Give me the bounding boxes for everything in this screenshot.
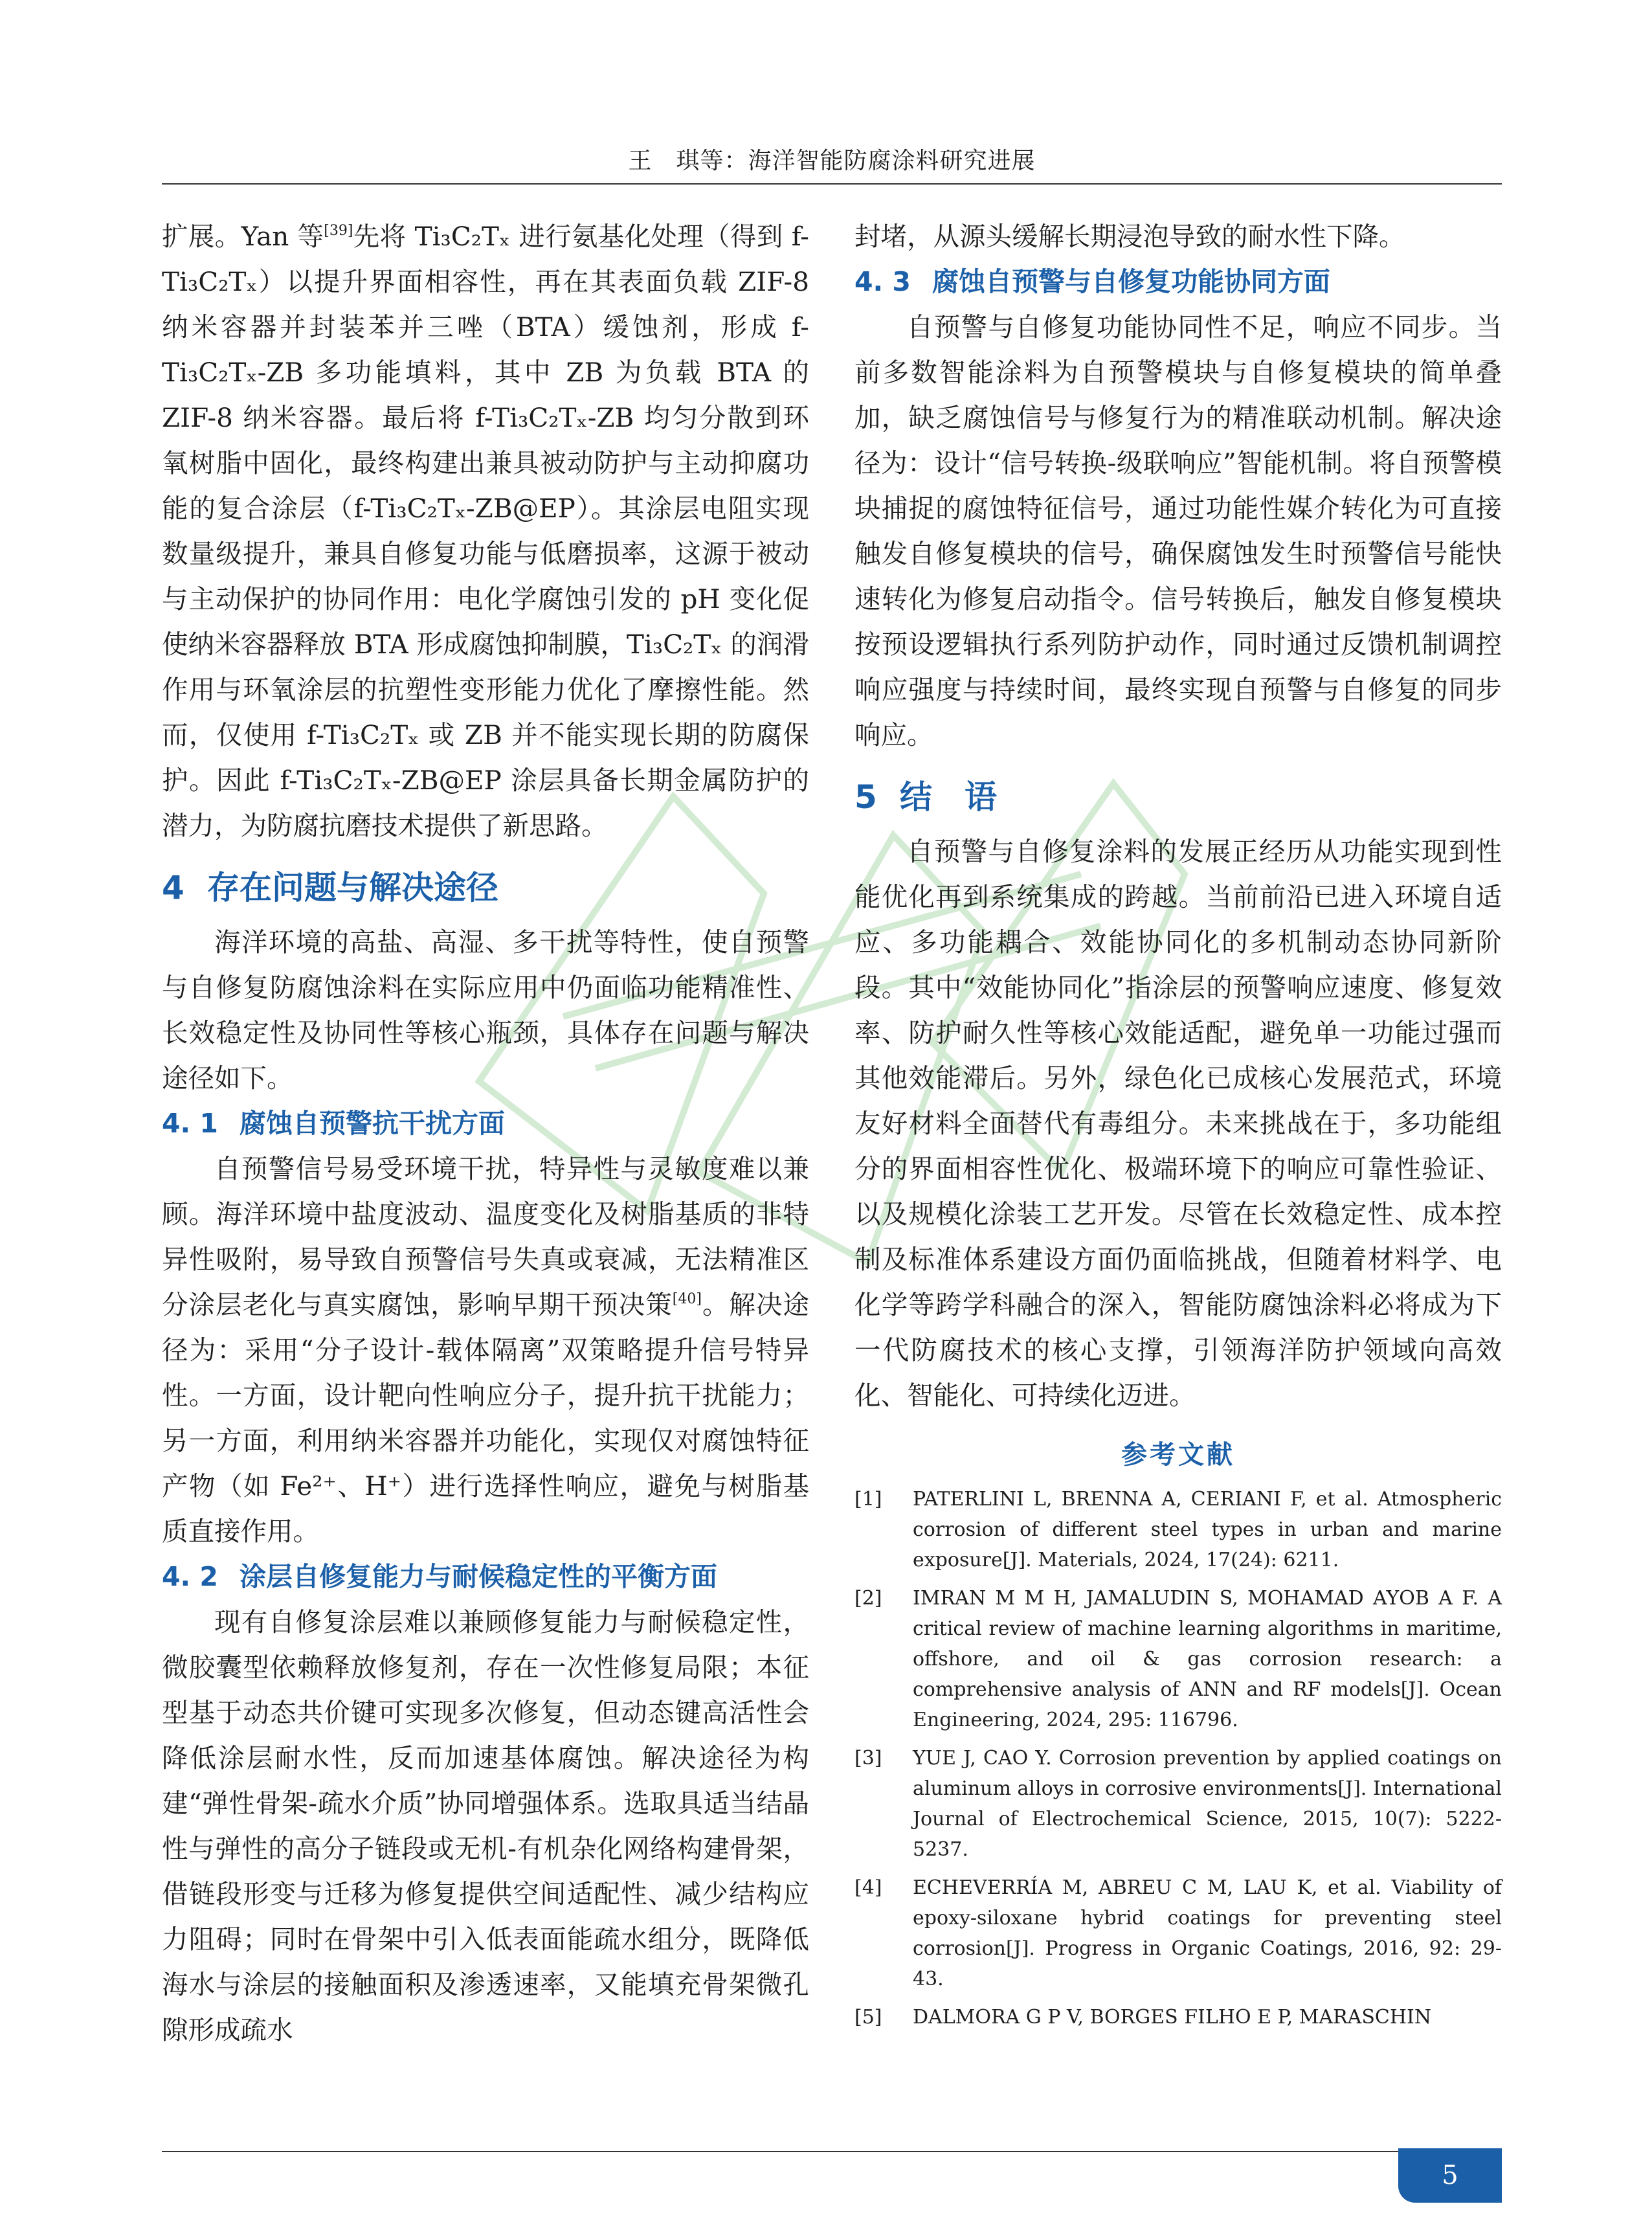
right-column — [854, 214, 1502, 2040]
reference-number: [1] — [854, 1488, 882, 1511]
section-4-2-heading — [162, 1554, 809, 1599]
section-number: 4. 2 — [162, 1561, 218, 1592]
section-4-intro: 海洋环境的高盐、高湿、多干扰等特性，使自预警与自修复防腐蚀涂料在实际应用中仍面临功能精准性、长效稳定性及协同性等核心瓶颈，具体存在问题与解决途径如下。 — [162, 927, 809, 1094]
reference-text: YUE J, CAO Y. Corrosion prevention by applied coatings on aluminum alloys in corrosive environments[J]. International Journal of Electrochemical Science, 2015, 10(7): 5222-5237. — [913, 1747, 1502, 1861]
reference-item — [854, 1484, 1502, 1575]
running-title: 王 琪等：海洋智能防腐涂料研究进展 — [628, 148, 1036, 174]
citation-39[interactable]: [39] — [324, 223, 353, 239]
reference-text: ECHEVERRÍA M, ABREU C M, LAU K, et al. Viability of epoxy-siloxane hybrid coatings for preventing steel corrosion[J]. Progress in Organic Coatings, 2016, 92: 29-43. — [913, 1876, 1502, 1990]
section-number: 4. 1 — [162, 1108, 218, 1139]
reference-list — [854, 1484, 1502, 2032]
reference-item — [854, 1743, 1502, 1865]
section-title: 涂层自修复能力与耐候稳定性的平衡方面 — [240, 1561, 717, 1592]
section-4-3-heading — [854, 259, 1502, 304]
reference-text: IMRAN M M H, JAMALUDIN S, MOHAMAD AYOB A F. A critical review of machine learning algorithms in maritime, offshore, and oil & gas corrosion research: a comprehensive analysis of ANN and RF models[J]. Ocean Engineering, 2024, 295: 116796. — [913, 1587, 1502, 1731]
paragraph-yan — [162, 214, 809, 848]
section-title: 腐蚀自预警抗干扰方面 — [240, 1108, 505, 1139]
section-4-3-paragraph: 自预警与自修复功能协同性不足，响应不同步。当前多数智能涂料为自预警模块与自修复模块的简单叠加，缺乏腐蚀信号与修复行为的精准联动机制。解决途径为：设计“信号转换-级联响应”智能机制。将自预警模块捕捉的腐蚀特征信号，通过功能性媒介转化为可直接触发自修复模块的信号，确保腐蚀发生时预警信号能快速转化为修复启动指令。信号转换后，触发自修复模块按预设逻辑执行系列防护动作，同时通过反馈机制调控响应强度与持续时间，最终实现自预警与自修复的同步响应。 — [854, 311, 1502, 750]
section-4-heading — [162, 865, 809, 910]
reference-text: PATERLINI L, BRENNA A, CERIANI F, et al. Atmospheric corrosion of different steel types in urban and marine exposure[J]. Materials, 2024, 17(24): 6211. — [913, 1488, 1502, 1571]
section-number: 4. 3 — [854, 266, 911, 297]
section-number: 4 — [162, 869, 184, 906]
footer-rule — [162, 2151, 1502, 2152]
reference-number: [5] — [854, 2006, 882, 2029]
reference-number: [4] — [854, 1876, 882, 1899]
section-4-1-paragraph — [162, 1146, 809, 1554]
section-title: 结 语 — [900, 778, 997, 816]
reference-item — [854, 1583, 1502, 1735]
header-rule — [162, 183, 1502, 185]
paragraph-text: 先将 Ti₃C₂Tₓ 进行氨基化处理（得到 f-Ti₃C₂Tₓ）以提升界面相容性，再在其表面负载 ZIF-8 纳米容器并封装苯并三唑（BTA）缓蚀剂，形成 f-Ti₃C₂Tₓ-ZB 多功能填料，其中 ZB 为负载 BTA 的 ZIF-8 纳米容器。最后将 f-Ti₃C₂Tₓ-ZB 均匀分散到环氧树脂中固化，最终构建出兼具被动防护与主动抑腐功能的复合涂层（f-Ti₃C₂Tₓ-ZB@EP）。其涂层电阻实现数量级提升，兼具自修复功能与低磨损率，这源于被动与主动保护的协同作用：电化学腐蚀引发的 pH 变化促使纳米容器释放 BTA 形成腐蚀抑制膜，Ti₃C₂Tₓ 的润滑作用与环氧涂层的抗塑性变形能力优化了摩擦性能。然而，仅使用 f-Ti₃C₂Tₓ 或 ZB 并不能实现长期的防腐保护。因此 f-Ti₃C₂Tₓ-ZB@EP 涂层具备长期金属防护的潜力，为防腐抗磨技术提供了新思路。 — [162, 221, 809, 841]
page-number: 5 — [1398, 2148, 1502, 2203]
reference-number: [2] — [854, 1587, 882, 1610]
reference-number: [3] — [854, 1747, 882, 1770]
reference-item — [854, 1872, 1502, 1994]
section-4-1-heading — [162, 1101, 809, 1146]
references-title: 参考文献 — [1121, 1440, 1235, 1470]
left-column — [162, 214, 809, 2052]
paragraph-text: 自预警信号易受环境干扰，特异性与灵敏度难以兼顾。海洋环境中盐度波动、温度变化及树脂基质的非特异性吸附，易导致自预警信号失真或衰减，无法精准区分涂层老化与真实腐蚀，影响早期干预决策 — [162, 1153, 809, 1320]
conclusion-paragraph: 自预警与自修复涂料的发展正经历从功能实现到性能优化再到系统集成的跨越。当前前沿已进入环境自适应、多功能耦合、效能协同化的多机制动态协同新阶段。其中“效能协同化”指涂层的预警响应速度、修复效率、防护耐久性等核心效能适配，避免单一功能过强而其他效能滞后。另外，绿色化已成核心发展范式，环境友好材料全面替代有毒组分。未来挑战在于，多功能组分的界面相容性优化、极端环境下的响应可靠性验证、以及规模化涂装工艺开发。尽管在长效稳定性、成本控制及标准体系建设方面仍面临挑战，但随着材料学、电化学等跨学科融合的深入，智能防腐蚀涂料必将成为下一代防腐技术的核心支撑，引领海洋防护领域向高效化、智能化、可持续化迈进。 — [854, 836, 1502, 1411]
reference-text: DALMORA G P V, BORGES FILHO E P, MARASCHIN — [913, 2006, 1432, 2029]
continuation-text: 封堵，从源头缓解长期浸泡导致的耐水性下降。 — [854, 221, 1405, 252]
paragraph-text: 。解决途径为：采用“分子设计-载体隔离”双策略提升信号特异性。一方面，设计靶向性响应分子，提升抗干扰能力；另一方面，利用纳米容器并功能化，实现仅对腐蚀特征产物（如 Fe²⁺、H⁺）进行选择性响应，避免与树脂基质直接作用。 — [162, 1289, 810, 1547]
section-title: 腐蚀自预警与自修复功能协同方面 — [932, 266, 1330, 297]
section-number: 5 — [854, 778, 877, 816]
section-title: 存在问题与解决途径 — [207, 869, 498, 906]
paragraph-text: 扩展。Yan 等 — [162, 221, 324, 252]
section-5-heading — [854, 774, 1502, 820]
citation-40[interactable]: [40] — [672, 1291, 702, 1307]
reference-item — [854, 2002, 1502, 2032]
section-4-2-paragraph: 现有自修复涂层难以兼顾修复能力与耐候稳定性，微胶囊型依赖释放修复剂，存在一次性修复局限；本征型基于动态共价键可实现多次修复，但动态键高活性会降低涂层耐水性，反而加速基体腐蚀。解决途径为构建“弹性骨架-疏水介质”协同增强体系。选取具适当结晶性与弹性的高分子链段或无机-有机杂化网络构建骨架，借链段形变与迁移为修复提供空间适配性、减少结构应力阻碍；同时在骨架中引入低表面能疏水组分，既降低海水与涂层的接触面积及渗透速率，又能填充骨架微孔隙形成疏水 — [162, 1606, 809, 2045]
